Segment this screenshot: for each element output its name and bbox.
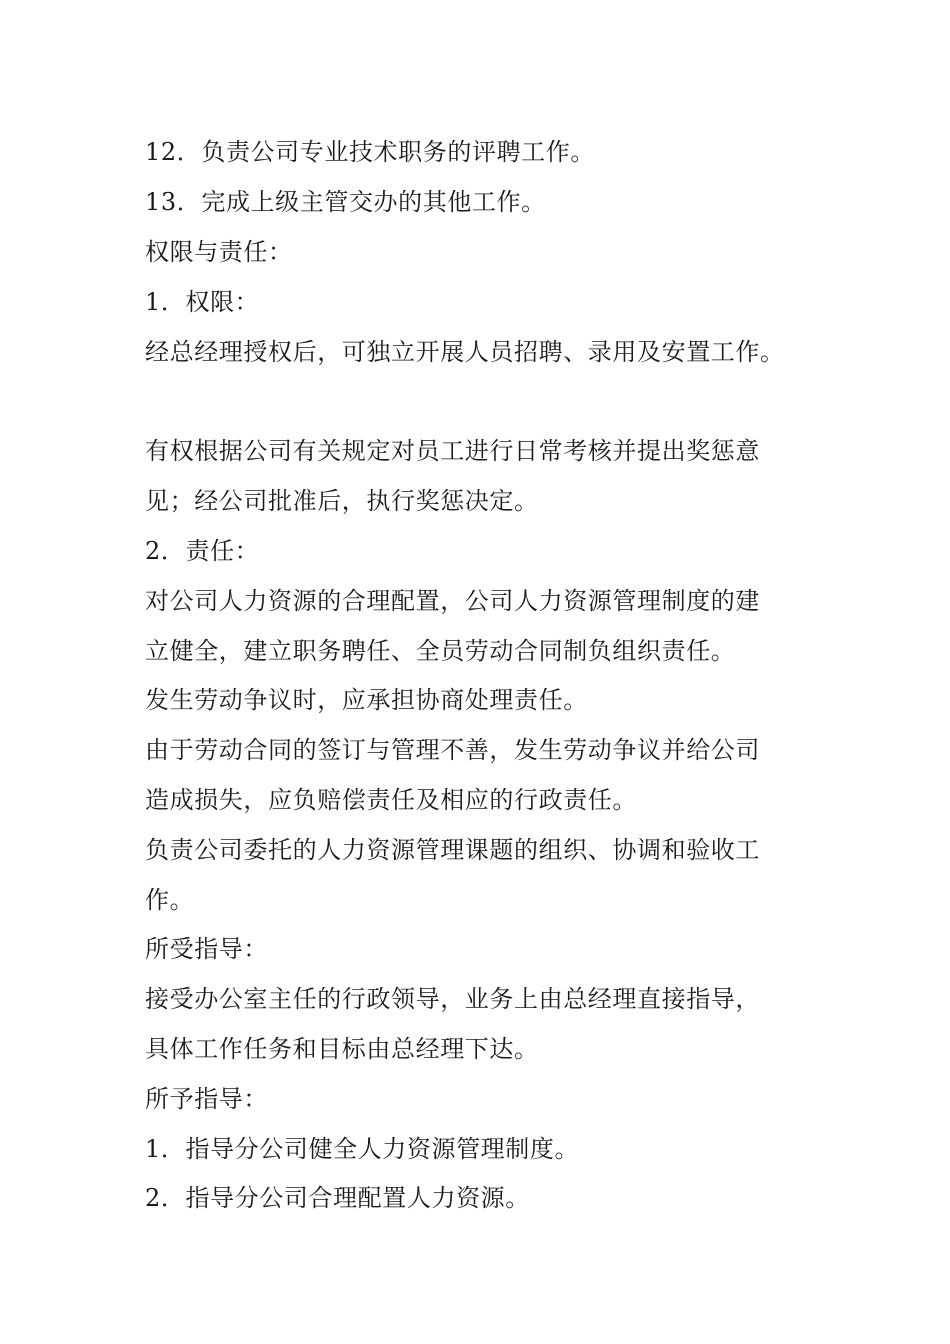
text-line-authority-1: 经总经理授权后，可独立开展人员招聘、录用及安置工作。 [145, 338, 785, 366]
text-line-responsibility-4b: 作。 [145, 886, 195, 914]
text-line-responsibility-1a: 对公司人力资源的合理配置，公司人力资源管理制度的建 [145, 587, 760, 615]
text-line-guidance-given-2: 2．指导分公司合理配置人力资源。 [145, 1184, 530, 1212]
text-line-duty-13: 13．完成上级主管交办的其他工作。 [145, 188, 546, 216]
text-line-responsibility-1b: 立健全，建立职务聘任、全员劳动合同制负组织责任。 [145, 637, 736, 665]
text-line-responsibility-4a: 负责公司委托的人力资源管理课题的组织、协调和验收工 [145, 836, 760, 864]
text-line-guidance-received-b: 具体工作任务和目标由总经理下达。 [145, 1035, 539, 1063]
text-line-responsibility-3a: 由于劳动合同的签订与管理不善，发生劳动争议并给公司 [145, 736, 760, 764]
subheading-authority: 1．权限： [145, 288, 260, 316]
text-line-duty-12: 12．负责公司专业技术职务的评聘工作。 [145, 138, 595, 166]
section-heading-authority-responsibility: 权限与责任： [145, 238, 293, 266]
text-line-guidance-given-1: 1．指导分公司健全人力资源管理制度。 [145, 1135, 580, 1163]
subheading-responsibility: 2．责任： [145, 537, 260, 565]
text-line-responsibility-2: 发生劳动争议时，应承担协商处理责任。 [145, 686, 588, 714]
text-line-authority-2a: 有权根据公司有关规定对员工进行日常考核并提出奖惩意 [145, 437, 760, 465]
text-line-responsibility-3b: 造成损失，应负赔偿责任及相应的行政责任。 [145, 786, 637, 814]
text-line-guidance-received-a: 接受办公室主任的行政领导，业务上由总经理直接指导， [145, 985, 760, 1013]
text-line-authority-2b: 见；经公司批准后，执行奖惩决定。 [145, 487, 539, 515]
section-heading-guidance-given: 所予指导： [145, 1085, 268, 1113]
section-heading-guidance-received: 所受指导： [145, 935, 268, 963]
